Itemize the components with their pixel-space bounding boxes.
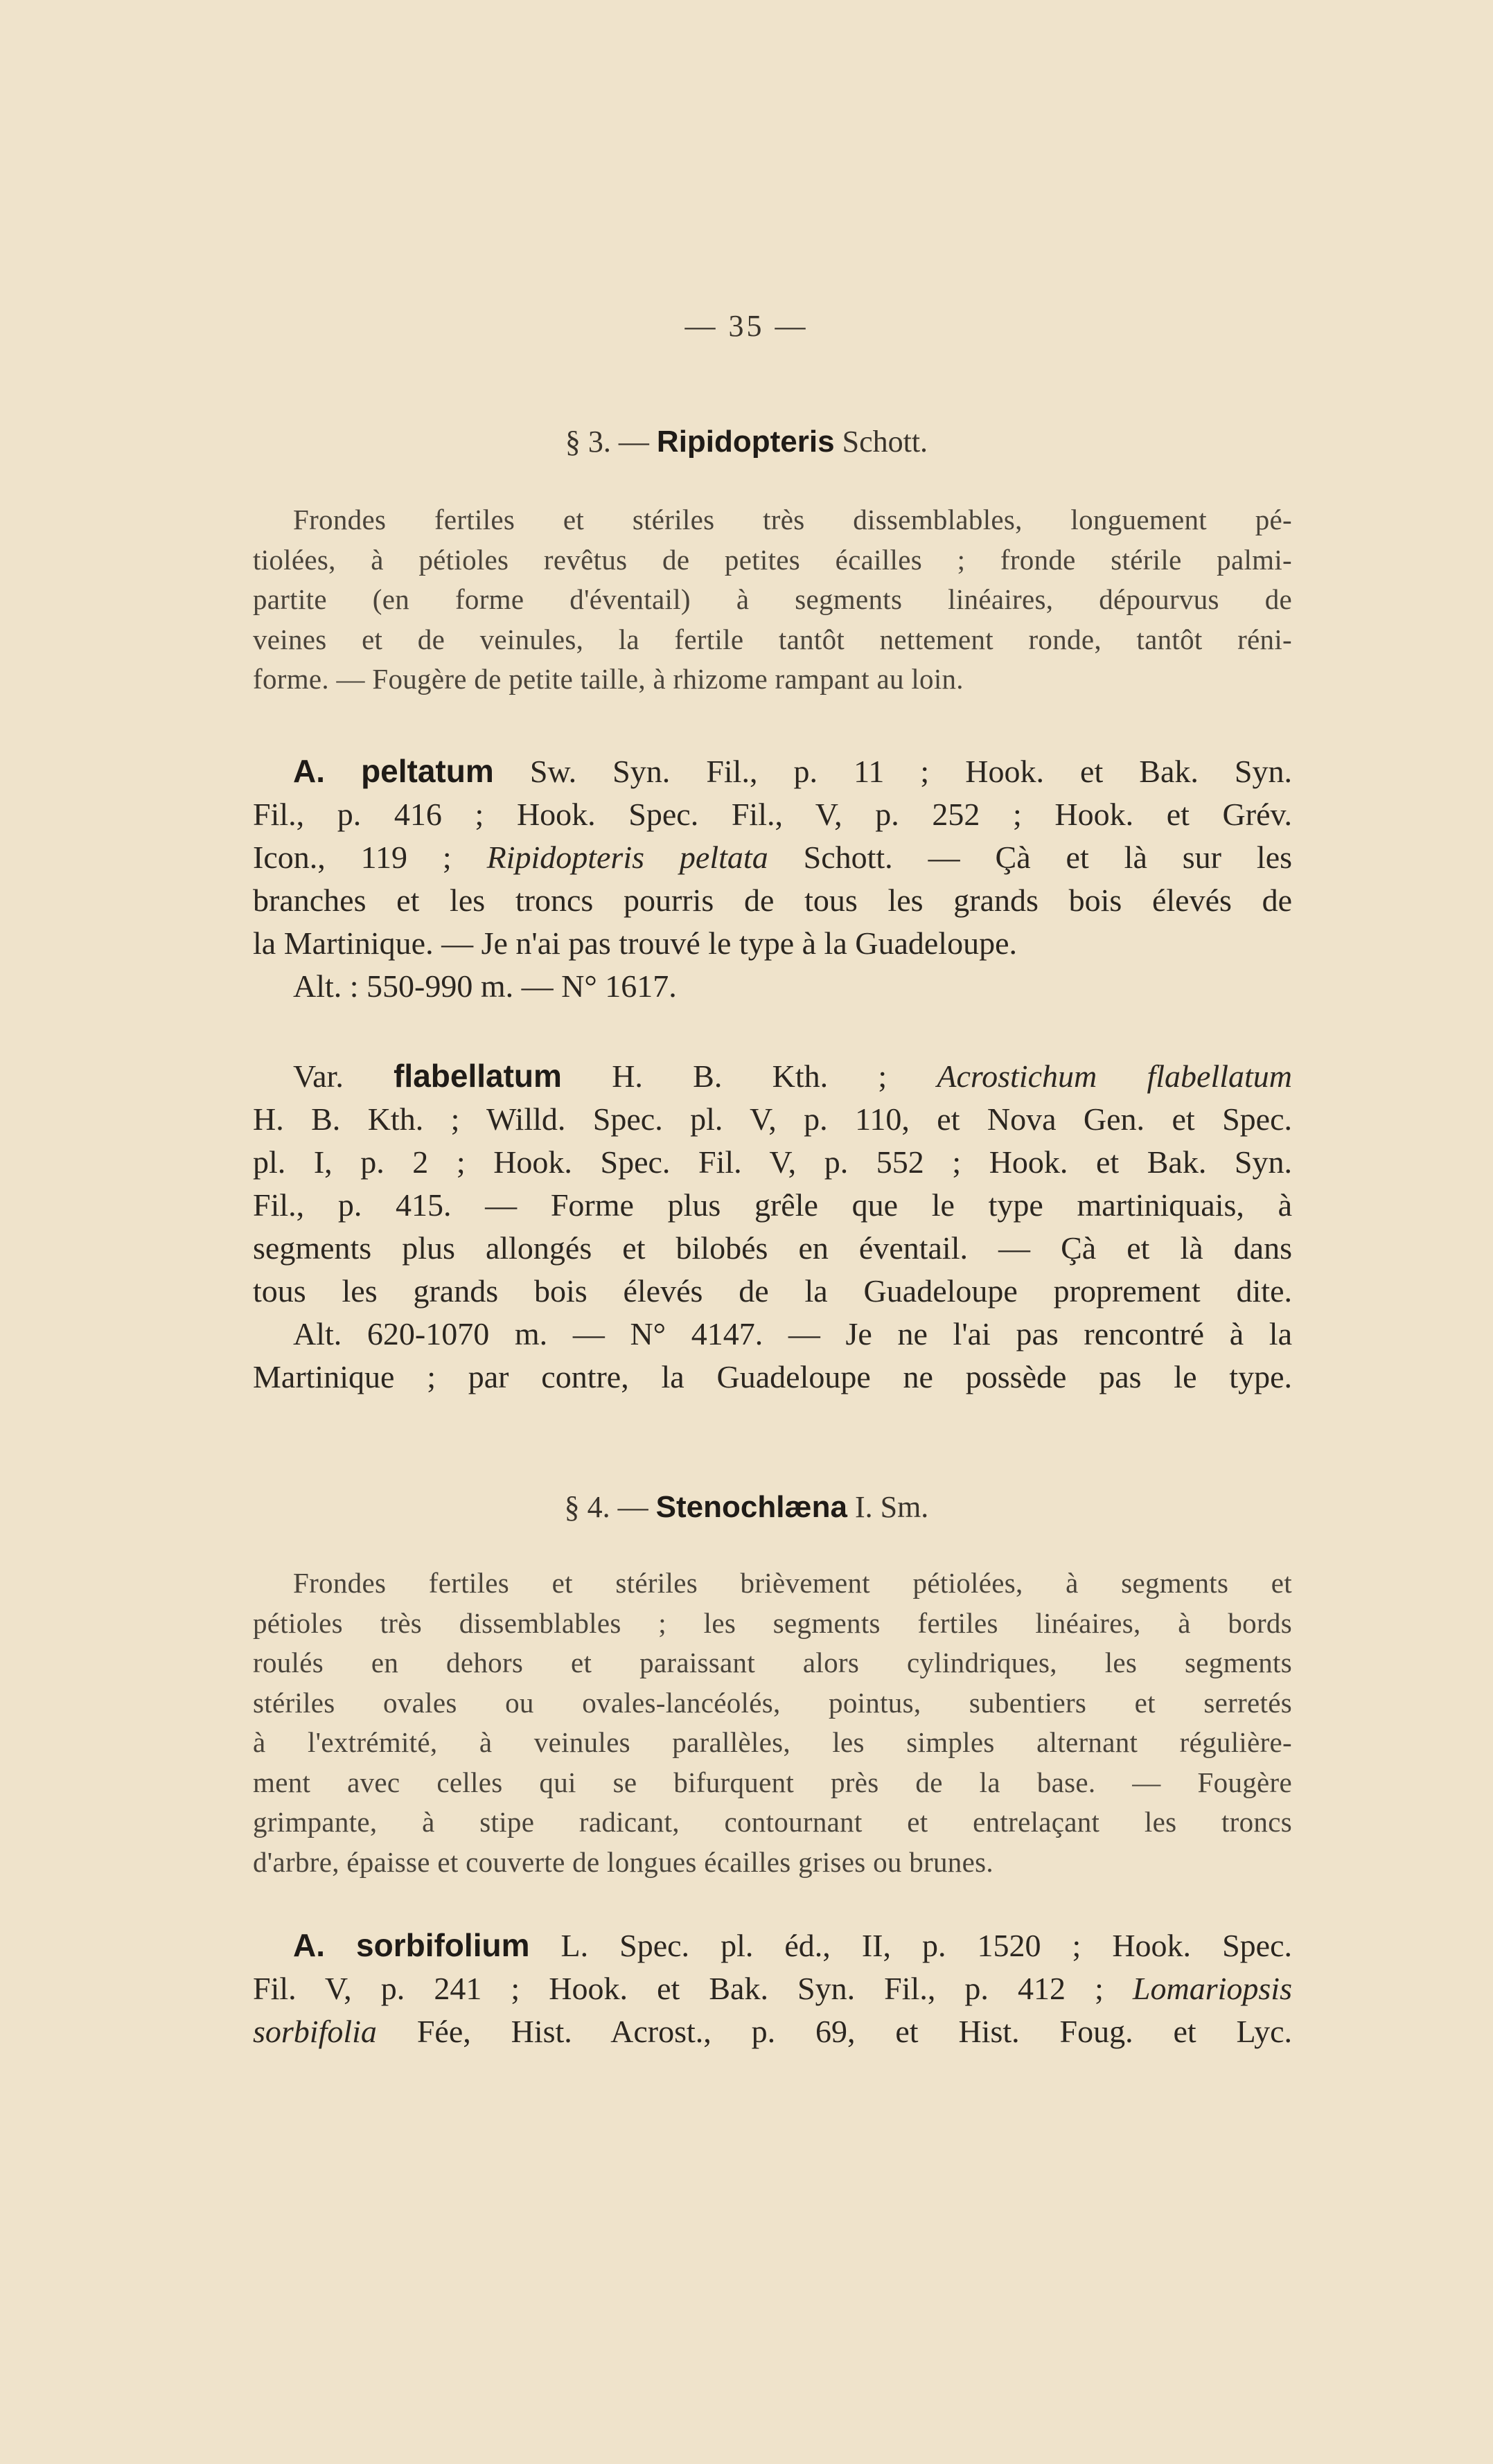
sorbifolium-synonym-genus: Lomariopsis: [1132, 1971, 1292, 2006]
sorbifolium-synonym-epithet: sorbifolia: [253, 2014, 377, 2049]
flabellatum-line-4: Fil., p. 415. — Forme plus grêle que le type martiniquais, à: [253, 1187, 1292, 1223]
flabellatum-synonym: Acrostichum flabellatum: [937, 1058, 1293, 1094]
section-3-prefix: § 3. —: [565, 425, 649, 459]
peltatum-line-1: [253, 750, 1292, 793]
sorbifolium-line-3: [253, 2010, 1292, 2053]
section-3-heading: [0, 424, 1493, 459]
sorbifolium-line-2-a: Fil. V, p. 241 ; Hook. et Bak. Syn. Fil., p. 412 ;: [253, 1971, 1104, 2006]
peltatum-line-5: la Martinique. — Je n'ai pas trouvé le type à la Guadeloupe.: [253, 925, 1017, 961]
flabellatum-line-8: Martinique ; par contre, la Guadeloupe ne possède pas le type.: [253, 1359, 1292, 1394]
desc4-line-7: grimpante, à stipe radicant, contournant et entrelaçant les troncs: [253, 1806, 1292, 1838]
desc3-line-3: partite (en forme d'éventail) à segments linéaires, dépourvus de: [253, 583, 1292, 615]
section-4-prefix: § 4. —: [564, 1490, 648, 1524]
flabellatum-line-2: H. B. Kth. ; Willd. Spec. pl. V, p. 110, et Nova Gen. et Spec.: [253, 1101, 1292, 1137]
flabellatum-line-7: Alt. 620-1070 m. — N° 4147. — Je ne l'ai pas rencontré à la: [293, 1316, 1292, 1351]
peltatum-line-2: Fil., p. 416 ; Hook. Spec. Fil., V, p. 252 ; Hook. et Grév.: [253, 797, 1292, 832]
peltatum-line-3-b: Schott. — Çà et là sur les: [803, 840, 1293, 875]
flabellatum-line-1-a: H. B. Kth. ;: [612, 1058, 887, 1094]
desc4-line-2: pétioles très dissemblables ; les segments fertiles linéaires, à bords: [253, 1606, 1292, 1639]
flabellatum-line-1: [253, 1054, 1292, 1098]
flabellatum-line-5: segments plus allongés et bilobés en éventail. — Çà et là dans: [253, 1230, 1292, 1266]
section-4-author: I. Sm.: [854, 1490, 929, 1524]
sorbifolium-name: sorbifolium: [356, 1927, 530, 1963]
species-sorbifolium: [253, 1924, 1292, 2053]
section-3-description: [253, 500, 1292, 700]
desc4-line-5: à l'extrémité, à veinules parallèles, les simples alternant régulière-: [253, 1726, 1292, 1758]
section-3-genus: Ripidopteris: [656, 425, 835, 459]
section-4-genus: Stenochlæna: [655, 1490, 847, 1524]
desc3-line-5: forme. — Fougère de petite taille, à rhizome rampant au loin.: [253, 663, 964, 695]
peltatum-line-3: [253, 836, 1292, 879]
desc3-line-2: tiolées, à pétioles revêtus de petites écailles ; fronde stérile palmi-: [253, 543, 1292, 576]
species-peltatum: [253, 750, 1292, 1008]
flabellatum-line-3: pl. I, p. 2 ; Hook. Spec. Fil. V, p. 552 ; Hook. et Bak. Syn.: [253, 1144, 1292, 1180]
peltatum-line-1-rest: Sw. Syn. Fil., p. 11 ; Hook. et Bak. Syn.: [529, 754, 1293, 789]
flabellatum-line-6: tous les grands bois élevés de la Guadeloupe proprement dite.: [253, 1273, 1292, 1309]
sorbifolium-line-1: [253, 1924, 1292, 1967]
desc3-line-4: veines et de veinules, la fertile tantôt nettement ronde, tantôt réni-: [253, 623, 1292, 655]
desc4-line-8: d'arbre, épaisse et couverte de longues écailles grises ou brunes.: [253, 1845, 993, 1878]
peltatum-line-4: branches et les troncs pourris de tous les grands bois élevés de: [253, 883, 1292, 918]
section-4-heading: [0, 1489, 1493, 1525]
sorbifolium-line-1-rest: L. Spec. pl. éd., II, p. 1520 ; Hook. Spec.: [560, 1928, 1292, 1963]
sorbifolium-line-2: [253, 1967, 1292, 2010]
peltatum-synonym: Ripidopteris peltata: [486, 840, 768, 875]
peltatum-letter: A.: [293, 753, 325, 789]
peltatum-line-6: Alt. : 550-990 m. — N° 1617.: [293, 968, 677, 1004]
variety-flabellatum: [253, 1054, 1292, 1399]
desc4-line-4: stériles ovales ou ovales-lancéolés, pointus, subentiers et serretés: [253, 1686, 1292, 1719]
desc4-line-6: ment avec celles qui se bifurquent près de la base. — Fougère: [253, 1766, 1292, 1798]
flabellatum-name: flabellatum: [394, 1058, 562, 1094]
desc4-line-3: roulés en dehors et paraissant alors cylindriques, les segments: [253, 1647, 1292, 1678]
sorbifolium-letter: A.: [293, 1927, 325, 1963]
peltatum-name: peltatum: [361, 753, 494, 789]
section-3-author: Schott.: [842, 425, 928, 459]
desc3-line-1: Frondes fertiles et stériles très dissemblables, longuement pé-: [293, 504, 1292, 535]
sorbifolium-line-3-b: Fée, Hist. Acrost., p. 69, et Hist. Foug. et Lyc.: [416, 2014, 1292, 2049]
peltatum-line-3-a: Icon., 119 ;: [253, 840, 452, 875]
section-4-description: [253, 1563, 1292, 1882]
desc4-line-1: Frondes fertiles et stériles brièvement pétiolées, à segments et: [293, 1567, 1292, 1599]
page-number: — 35 —: [684, 309, 809, 343]
flabellatum-var-label: Var.: [293, 1058, 344, 1094]
